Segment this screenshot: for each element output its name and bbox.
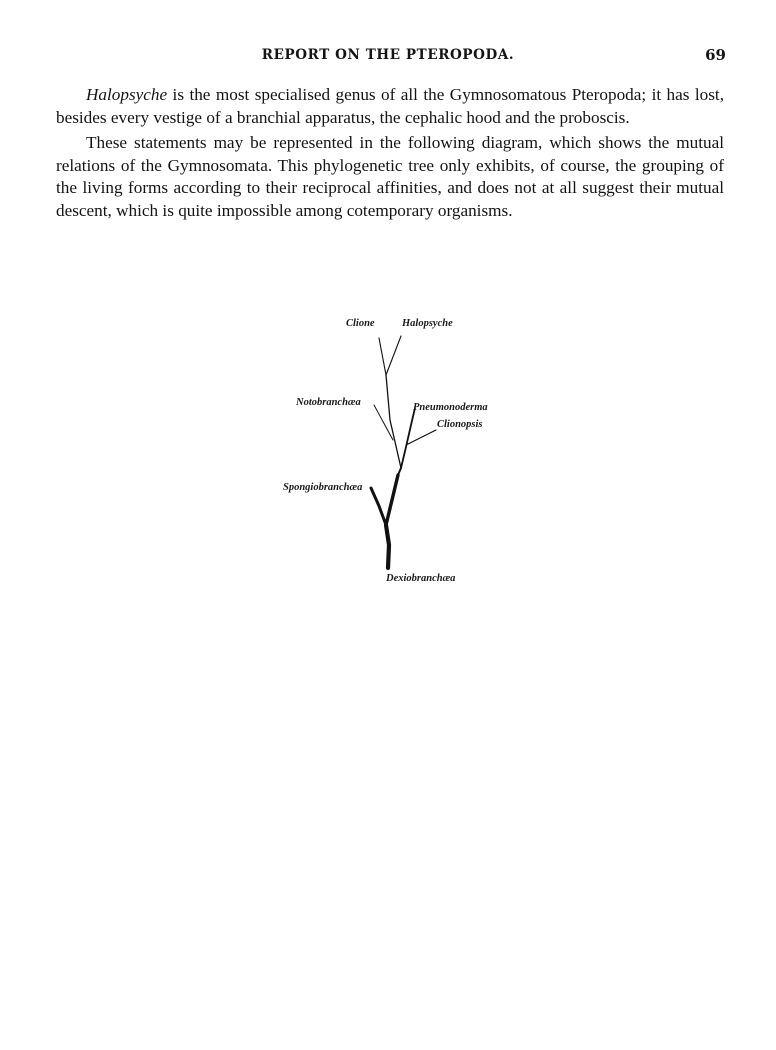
running-title: REPORT ON THE PTEROPODA. — [261, 47, 515, 63]
branch-main-stem — [386, 475, 398, 525]
branch-clione-stem — [386, 375, 401, 468]
branch-main-upper — [398, 468, 401, 475]
branch-pneumonoderma-stem — [401, 408, 415, 468]
tree-trunk — [386, 525, 389, 568]
label-notobranchaea: Notobranchæa — [296, 397, 361, 408]
paragraph-1-text: is the most specialised genus of all the Gymnosomatous Pteropoda; it has lost, besides every vestige of a branchial apparatus, the cephalic hood and the proboscis. — [56, 85, 724, 127]
branch-spongiobranchaea — [371, 488, 386, 525]
label-pneumonoderma: Pneumonoderma — [413, 402, 488, 413]
page-number: 69 — [705, 46, 726, 64]
genus-name: Halopsyche — [86, 85, 168, 104]
paragraph-2: These statements may be represented in the following diagram, which shows the mutual relations of the Gymnosomata. This phylogenetic tree only exhibits, of course, the grouping of the living forms according to their reciprocal affinities, and does not at all suggest their mutual descent, which is quite impossible among cotemporary organisms. — [56, 133, 724, 220]
branch-clionopsis — [406, 430, 436, 445]
label-spongiobranchaea: Spongiobranchæa — [283, 482, 363, 493]
label-halopsyche: Halopsyche — [402, 318, 453, 329]
branch-clione — [379, 338, 386, 375]
branch-halopsyche — [386, 336, 401, 375]
label-clionopsis: Clionopsis — [437, 419, 483, 430]
label-clione: Clione — [346, 318, 375, 329]
label-dexiobranchaea: Dexiobranchæa — [386, 573, 456, 584]
